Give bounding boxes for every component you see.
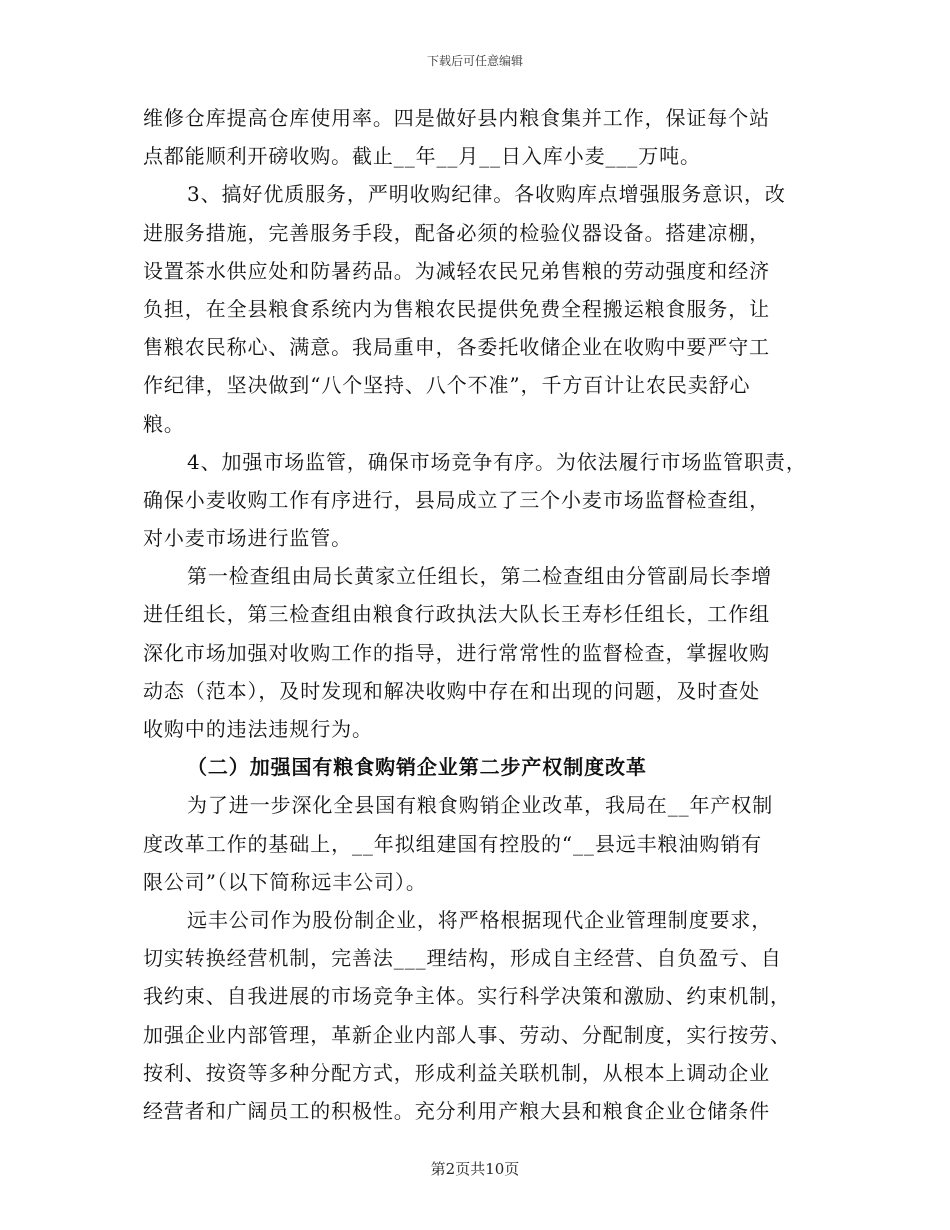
text-line: 3、搞好优质服务，严明收购纪律。各收购库点增强服务意识，改 bbox=[187, 182, 786, 207]
body-text bbox=[143, 99, 823, 1130]
text-line: 进服务措施，完善服务手段，配备必须的检验仪器设备。搭建凉棚， bbox=[143, 220, 770, 245]
text-line: 作纪律，坚决做到“八个坚持、八个不准”，千方百计让农民卖舒心 bbox=[143, 373, 751, 398]
page-footer: 第2页共10页 bbox=[430, 1160, 520, 1178]
text-line: 动态（范本），及时发现和解决收购中存在和出现的问题，及时查处 bbox=[143, 678, 760, 703]
text-line: 设置茶水供应处和防暑药品。为减轻农民兄弟售粮的劳动强度和经济 bbox=[143, 258, 770, 283]
text-line: 深化市场加强对收购工作的指导，进行常常性的监督检查，掌握收购 bbox=[143, 640, 770, 665]
text-line: 远丰公司作为股份制企业，将严格根据现代企业管理制度要求， bbox=[187, 907, 773, 932]
text-line: 粮。 bbox=[143, 411, 185, 436]
text-line: 度改革工作的基础上，__年拟组建国有控股的“__县远丰粮油购销有 bbox=[143, 831, 763, 856]
section-heading: （二）加强国有粮食购销企业第二步产权制度改革 bbox=[187, 755, 647, 780]
text-line: 收购中的违法违规行为。 bbox=[143, 717, 373, 741]
text-line: 点都能顺利开磅收购。截止__年__月__日入库小麦___万吨。 bbox=[143, 144, 701, 169]
text-line: 负担，在全县粮食系统内为售粮农民提供免费全程搬运粮食服务，让 bbox=[143, 296, 770, 321]
text-line: 确保小麦收购工作有序进行，县局成立了三个小麦市场监督检查组， bbox=[143, 487, 770, 512]
text-line: 我约束、自我进展的市场竞争主体。实行科学决策和激励、约束机制， bbox=[143, 984, 791, 1009]
text-line: 限公司”（以下简称远丰公司）。 bbox=[143, 869, 427, 894]
text-line: 加强企业内部管理，革新企业内部人事、劳动、分配制度，实行按劳、 bbox=[143, 1022, 791, 1047]
page-header: 下载后可任意编辑 bbox=[426, 54, 523, 68]
text-line: 进任组长，第三检查组由粮食行政执法大队长王寿杉任组长，工作组 bbox=[143, 602, 770, 627]
text-line: 对小麦市场进行监管。 bbox=[143, 526, 352, 551]
text-line: 按利、按资等多种分配方式，形成利益关联机制，从根本上调动企业 bbox=[143, 1060, 770, 1085]
text-line: 切实转换经营机制，完善法___理结构，形成自主经营、自负盈亏、自 bbox=[143, 946, 782, 971]
text-line: 4、加强市场监管，确保市场竞争有序。为依法履行市场监管职责， bbox=[187, 449, 807, 474]
text-line: 第一检查组由局长黄家立任组长，第二检查组由分管副局长李增 bbox=[187, 564, 773, 589]
text-line: 维修仓库提高仓库使用率。四是做好县内粮食集并工作，保证每个站 bbox=[143, 106, 770, 130]
text-line: 售粮农民称心、满意。我局重申，各委托收储企业在收购中要严守工 bbox=[143, 335, 770, 360]
text-line: 经营者和广阔员工的积极性。充分利用产粮大县和粮食企业仓储条件 bbox=[143, 1098, 770, 1123]
text-line: 为了进一步深化全县国有粮食购销企业改革，我局在__年产权制 bbox=[187, 793, 774, 818]
